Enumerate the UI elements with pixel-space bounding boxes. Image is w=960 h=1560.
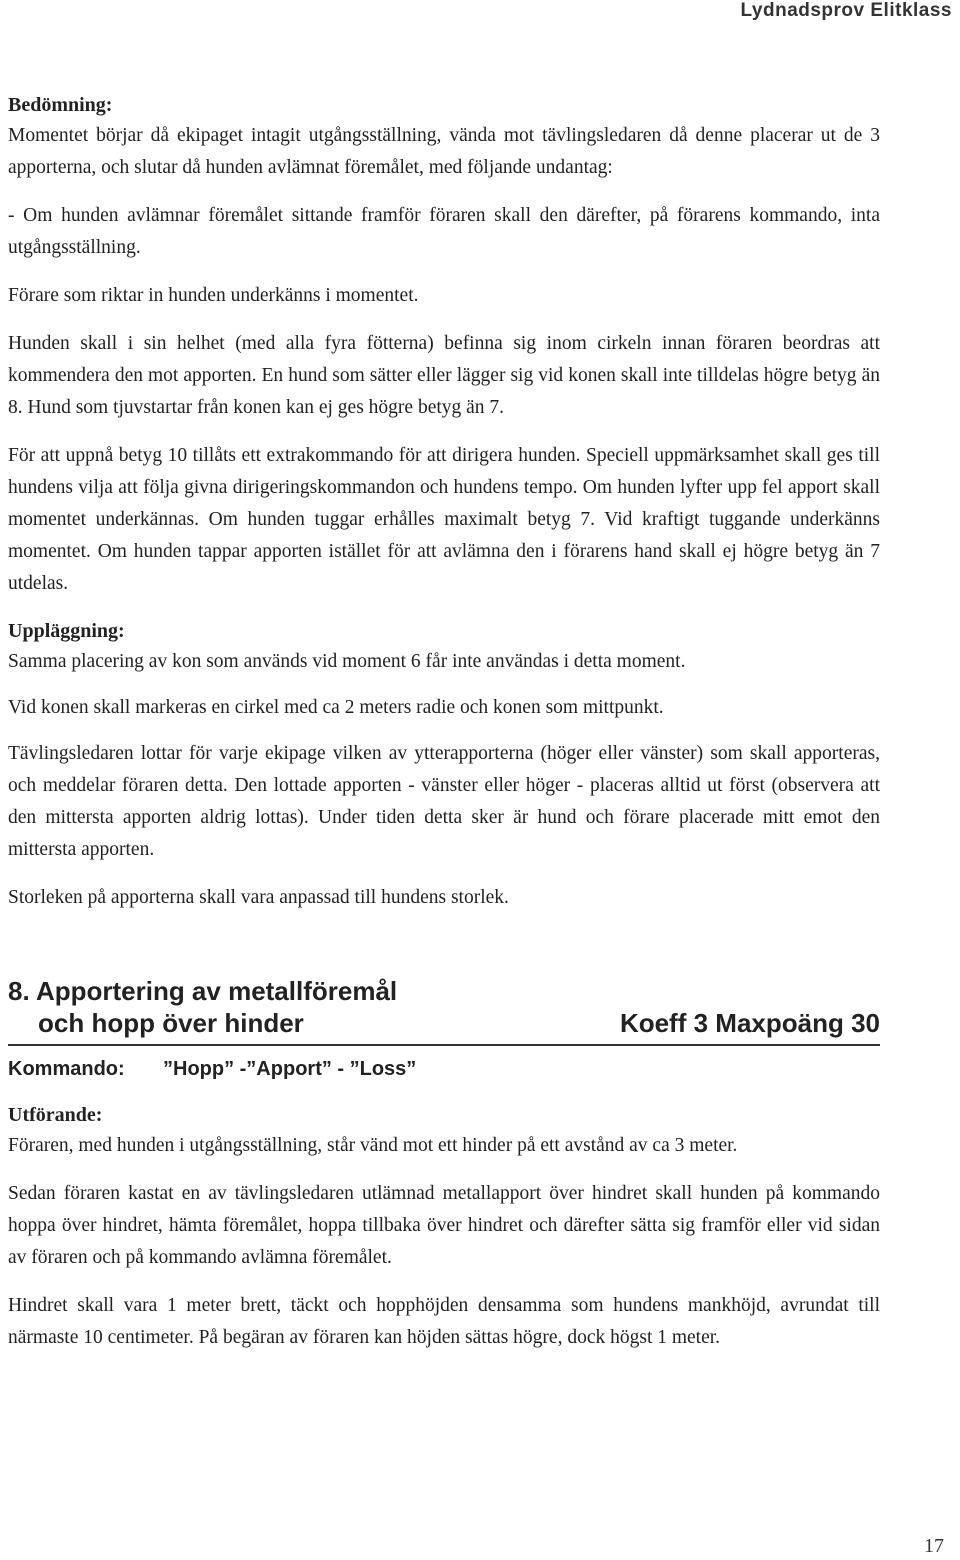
utforande-paragraph-1: Föraren, med hunden i utgångsställning, står vänd mot ett hinder på ett avstånd av ca 3 meter. [8, 1135, 738, 1156]
page-content [8, 90, 880, 1370]
upplaggning-paragraph-4: Storleken på apporterna skall vara anpassad till hundens storlek. [8, 887, 509, 908]
running-title: Lydnadsprov Elitklass [740, 0, 952, 21]
kommando-row [8, 1058, 880, 1090]
bedomning-paragraph-4: Hunden skall i sin helhet (med alla fyra fötterna) befinna sig inom cirkeln innan föraren beordras att kommendera den mot apporten. En hund som sätter eller lägger sig vid konen skall inte tilldelas högre betyg än 8. Hund som tjuvstartar från konen kan ej ges högre betyg än 7. [8, 333, 880, 418]
upplaggning-heading: Uppläggning: [8, 620, 125, 642]
bedomning-paragraph-1: Momentet börjar då ekipaget intagit utgångsställning, vända mot tävlingsledaren då denne placerar ut de 3 apporterna, och slutar då hunden avlämnat föremålet, med följande undantag: [8, 125, 880, 178]
bedomning-paragraph-3: Förare som riktar in hunden underkänns i momentet. [8, 285, 419, 306]
upplaggning-paragraph-3: Tävlingsledaren lottar för varje ekipage vilken av ytterapporterna (höger eller vänster) som skall apporteras, och meddelar föraren detta. Den lottade apporten - vänster eller höger - placeras alltid ut först (observera att den mittersta apporten aldrig lottas). Under tiden detta sker är hund och förare placerade mitt emot den mittersta apporten. [8, 743, 880, 860]
kommando-value: ”Hopp” -”Apport” - ”Loss” [163, 1058, 417, 1080]
utforande-paragraph-2: Sedan föraren kastat en av tävlingsledaren utlämnad metallapport över hindret skall hunden på kommando hoppa över hindret, hämta föremålet, hoppa tillbaka över hindret och därefter sätta sig framför eller vid sidan av föraren och på kommando avlämna föremålet. [8, 1183, 880, 1268]
bedomning-paragraph-2: - Om hunden avlämnar föremålet sittande framför föraren skall den därefter, på förarens kommando, inta utgångsställning. [8, 205, 880, 258]
bedomning-paragraph-5: För att uppnå betyg 10 tillåts ett extrakommando för att dirigera hunden. Speciell uppmärksamhet skall ges till hundens vilja att följa givna dirigeringskommandon och hundens tempo. Om hunden lyfter upp fel apport skall momentet underkännas. Om hunden tuggar erhålles maximalt betyg 7. Vid kraftigt tuggande underkänns momentet. Om hunden tappar apporten istället för att avlämna den i förarens hand skall ej högre betyg än 7 utdelas. [8, 445, 880, 594]
kommando-label: Kommando: [8, 1058, 125, 1080]
section-8-koeff: Koeff 3 Maxpoäng 30 [619, 1008, 880, 1038]
section-8-title-block [8, 976, 880, 1046]
utforande-paragraph-3: Hindret skall vara 1 meter brett, täckt och hopphöjden densamma som hundens mankhöjd, avrundat till närmaste 10 centimeter. På begäran av föraren kan höjden sättas högre, dock högst 1 meter. [8, 1295, 880, 1348]
section-8-title-line-2: och hopp över hinder [38, 1008, 304, 1038]
upplaggning-paragraph-2: Vid konen skall markeras en cirkel med ca 2 meters radie och konen som mittpunkt. [8, 697, 664, 718]
bedomning-heading: Bedömning: [8, 94, 113, 116]
upplaggning-paragraph-1: Samma placering av kon som används vid moment 6 får inte användas i detta moment. [8, 651, 686, 672]
utforande-heading: Utförande: [8, 1104, 103, 1126]
section-8-title-line-1: 8. Apportering av metallföremål [8, 976, 398, 1006]
page-number: 17 [924, 1535, 944, 1557]
